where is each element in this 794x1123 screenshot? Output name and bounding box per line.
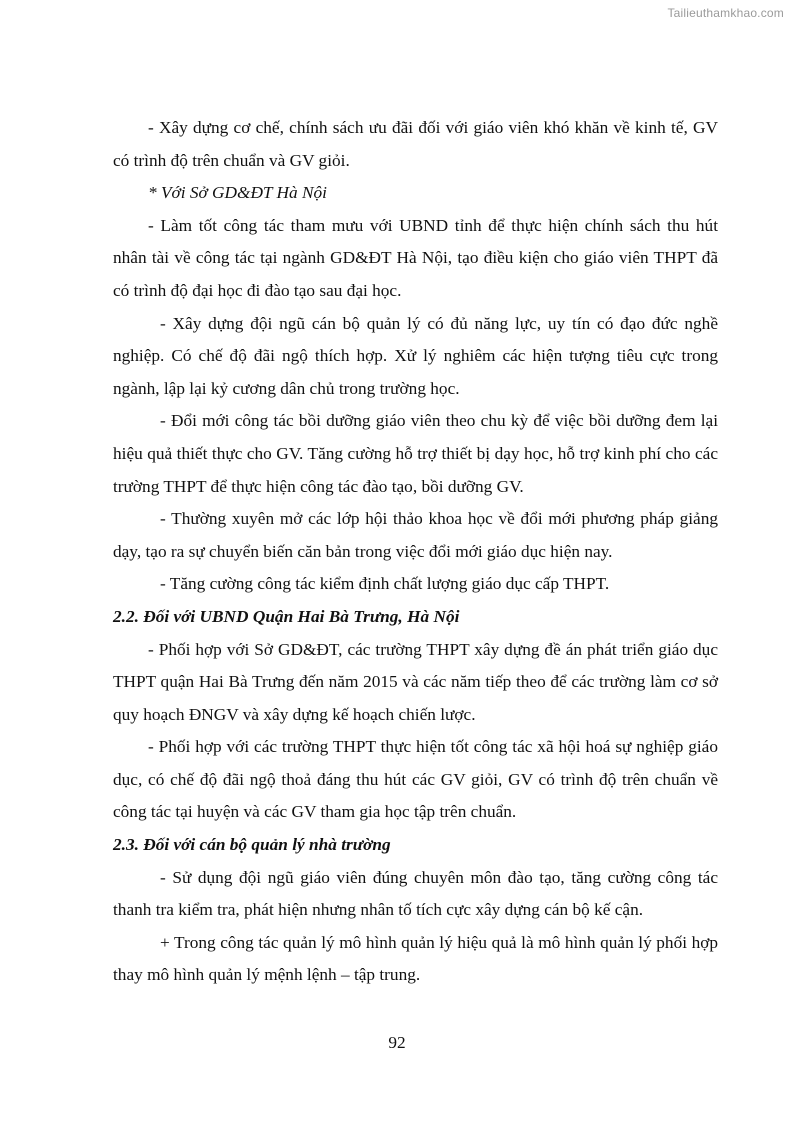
- paragraph: - Làm tốt công tác tham mưu với UBND tỉnh để thực hiện chính sách thu hút nhân tài về công tác tại ngành GD&ĐT Hà Nội, tạo điều kiện cho giáo viên THPT đã có trình độ đại học đi đào tạo sau đại học.: [113, 215, 718, 300]
- paragraph: - Tăng cường công tác kiểm định chất lượng giáo dục cấp THPT.: [160, 574, 610, 594]
- page-body: [113, 112, 718, 992]
- paragraph: - Xây dựng đội ngũ cán bộ quản lý có đủ năng lực, uy tín có đạo đức nghề nghiệp. Có chế độ đãi ngộ thích hợp. Xử lý nghiêm các hiện tượng tiêu cực trong ngành, lập lại kỷ cương dân chủ trong trường học.: [113, 313, 718, 398]
- subheading-so-gddt: * Với Sở GD&ĐT Hà Nội: [148, 183, 327, 203]
- paragraph: + Trong công tác quản lý mô hình quản lý hiệu quả là mô hình quản lý phối hợp thay mô hình quản lý mệnh lệnh – tập trung.: [113, 932, 718, 985]
- page-number: 92: [388, 1033, 406, 1052]
- watermark: Tailieuthamkhao.com: [667, 6, 784, 20]
- section-heading-2-3: 2.3. Đối với cán bộ quản lý nhà trường: [113, 835, 391, 855]
- paragraph: - Xây dựng cơ chế, chính sách ưu đãi đối với giáo viên khó khăn về kinh tế, GV có trình độ trên chuẩn và GV giỏi.: [113, 118, 718, 170]
- paragraph: - Đổi mới công tác bồi dưỡng giáo viên theo chu kỳ để việc bồi dưỡng đem lại hiệu quả thiết thực cho GV. Tăng cường hỗ trợ thiết bị dạy học, hỗ trợ kinh phí cho các trường THPT để thực hiện công tác đào tạo, bồi dưỡng GV.: [113, 411, 718, 496]
- paragraph: - Thường xuyên mở các lớp hội thảo khoa học về đổi mới phương pháp giảng dạy, tạo ra sự chuyển biến căn bản trong việc đổi mới giáo dục hiện nay.: [113, 509, 718, 561]
- paragraph: - Phối hợp với Sở GD&ĐT, các trường THPT xây dựng đề án phát triển giáo dục THPT quận Hai Bà Trưng đến năm 2015 và các năm tiếp theo để các trường làm cơ sở quy hoạch ĐNGV và xây dựng kế hoạch chiến lược.: [113, 639, 718, 724]
- paragraph: - Phối hợp với các trường THPT thực hiện tốt công tác xã hội hoá sự nghiệp giáo dục, có chế độ đãi ngộ thoả đáng thu hút các GV giỏi, GV có trình độ trên chuẩn về công tác tại huyện và các GV tham gia học tập trên chuẩn.: [113, 737, 718, 822]
- paragraph: - Sử dụng đội ngũ giáo viên đúng chuyên môn đào tạo, tăng cường công tác thanh tra kiểm tra, phát hiện nhưng nhân tố tích cực xây dựng cán bộ kế cận.: [113, 867, 718, 920]
- section-heading-2-2: 2.2. Đối với UBND Quận Hai Bà Trưng, Hà Nội: [113, 606, 460, 626]
